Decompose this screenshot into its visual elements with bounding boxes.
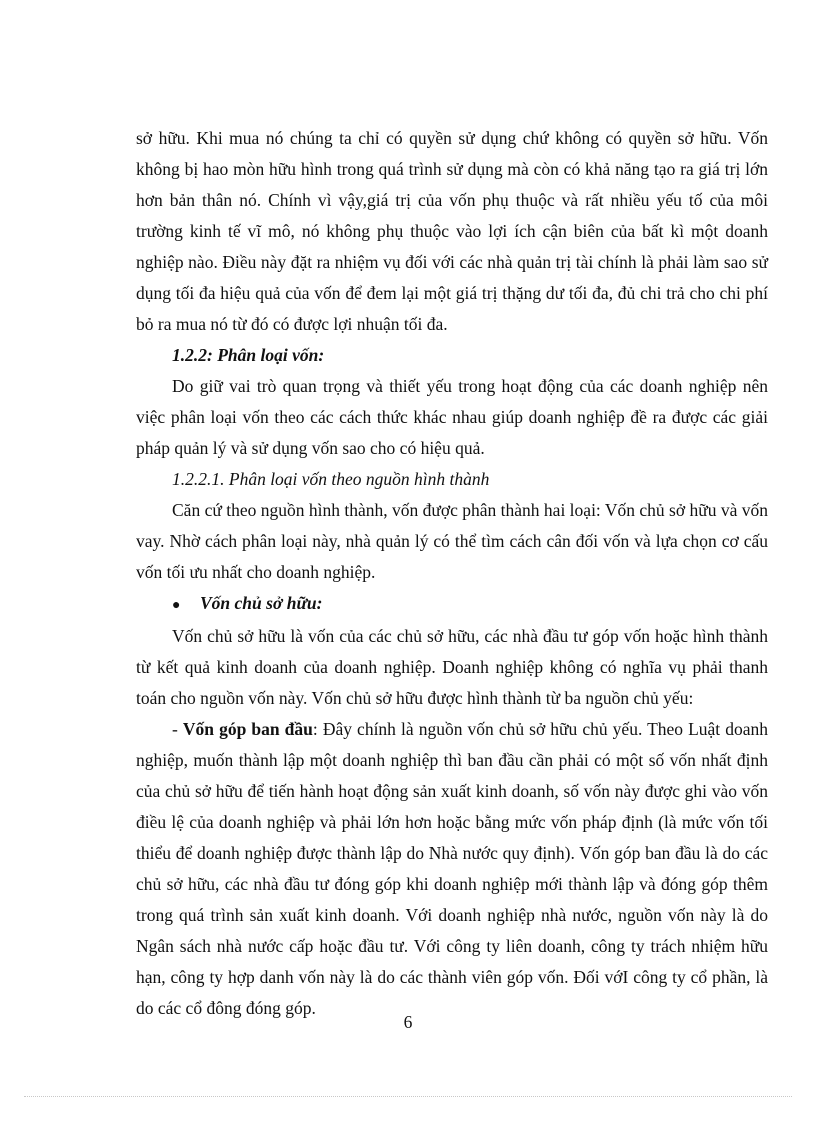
bullet-label: Vốn chủ sở hữu:	[200, 593, 323, 613]
document-body	[136, 123, 768, 1024]
dash-prefix: -	[172, 719, 183, 739]
heading-capital-classification: 1.2.2: Phân loại vốn:	[172, 345, 325, 365]
heading-classification-by-source: 1.2.2.1. Phân loại vốn theo nguồn hình thành	[172, 469, 490, 489]
bullet-item-equity	[136, 588, 768, 621]
paragraph-capital-ownership: sở hữu. Khi mua nó chúng ta chỉ có quyền sử dụng chứ không có quyền sở hữu. Vốn không bị hao mòn hữu hình trong quá trình sử dụng mà còn có khả năng tạo ra giá trị lớn hơn bản thân nó. Chính vì vậy,giá trị của vốn phụ thuộc và rất nhiều yếu tố của môi trường kinh tế vĩ mô, nó không phụ thuộc vào lợi ích cận biên của bất kì một doanh nghiệp nào. Điều này đặt ra nhiệm vụ đối với các nhà quản trị tài chính là phải làm sao sử dụng tối đa hiệu quả của vốn để đem lại một giá trị thặng dư tối đa, đủ chi trả cho chi phí bỏ ra mua nó từ đó có được lợi nhuận tối đa.	[136, 128, 768, 334]
paragraph-initial-capital	[136, 714, 768, 1024]
term-initial-capital: Vốn góp ban đầu	[182, 719, 313, 739]
initial-capital-text: : Đây chính là nguồn vốn chủ sở hữu chủ yếu. Theo Luật doanh nghiệp, muốn thành lập một doanh nghiệp thì ban đầu cần phải có một số vốn nhất định của chủ sở hữu để tiến hành hoạt động sản xuất kinh doanh, số vốn này được ghi vào vốn điều lệ của doanh nghiệp và phải lớn hơn hoặc bằng mức vốn pháp định (là mức vốn tối thiểu để doanh nghiệp được thành lập do Nhà nước quy định). Vốn góp ban đầu là do các chủ sở hữu, các nhà đầu tư đóng góp khi doanh nghiệp mới thành lập và đóng góp thêm trong quá trình sản xuất kinh doanh. Với doanh nghiệp nhà nước, nguồn vốn này là do Ngân sách nhà nước cấp hoặc đầu tư. Với công ty liên doanh, công ty trách nhiệm hữu hạn, công ty hợp danh vốn này là do các thành viên góp vốn. Đối vớI công ty cổ phần, là do các cổ đông đóng góp.	[136, 719, 769, 1018]
page-number: 6	[403, 1012, 413, 1032]
bullet-icon: ●	[172, 598, 181, 613]
paragraph-equity-definition: Vốn chủ sở hữu là vốn của các chủ sở hữu, các nhà đầu tư góp vốn hoặc hình thành từ kết quả kinh doanh của doanh nghiệp. Doanh nghiệp không có nghĩa vụ phải thanh toán cho nguồn vốn này. Vốn chủ sở hữu được hình thành từ ba nguồn chủ yếu:	[136, 626, 768, 708]
page-bottom-divider	[24, 1096, 792, 1097]
paragraph-classification-intro: Do giữ vai trò quan trọng và thiết yếu trong hoạt động của các doanh nghiệp nên việc phân loại vốn theo các cách thức khác nhau giúp doanh nghiệp đề ra được các giải pháp quản lý và sử dụng vốn sao cho có hiệu quả.	[136, 376, 768, 458]
paragraph-source-types: Căn cứ theo nguồn hình thành, vốn được phân thành hai loại: Vốn chủ sở hữu và vốn vay. Nhờ cách phân loại này, nhà quản lý có thể tìm cách cân đối vốn và lựa chọn cơ cấu vốn tối ưu nhất cho doanh nghiệp.	[136, 500, 768, 582]
